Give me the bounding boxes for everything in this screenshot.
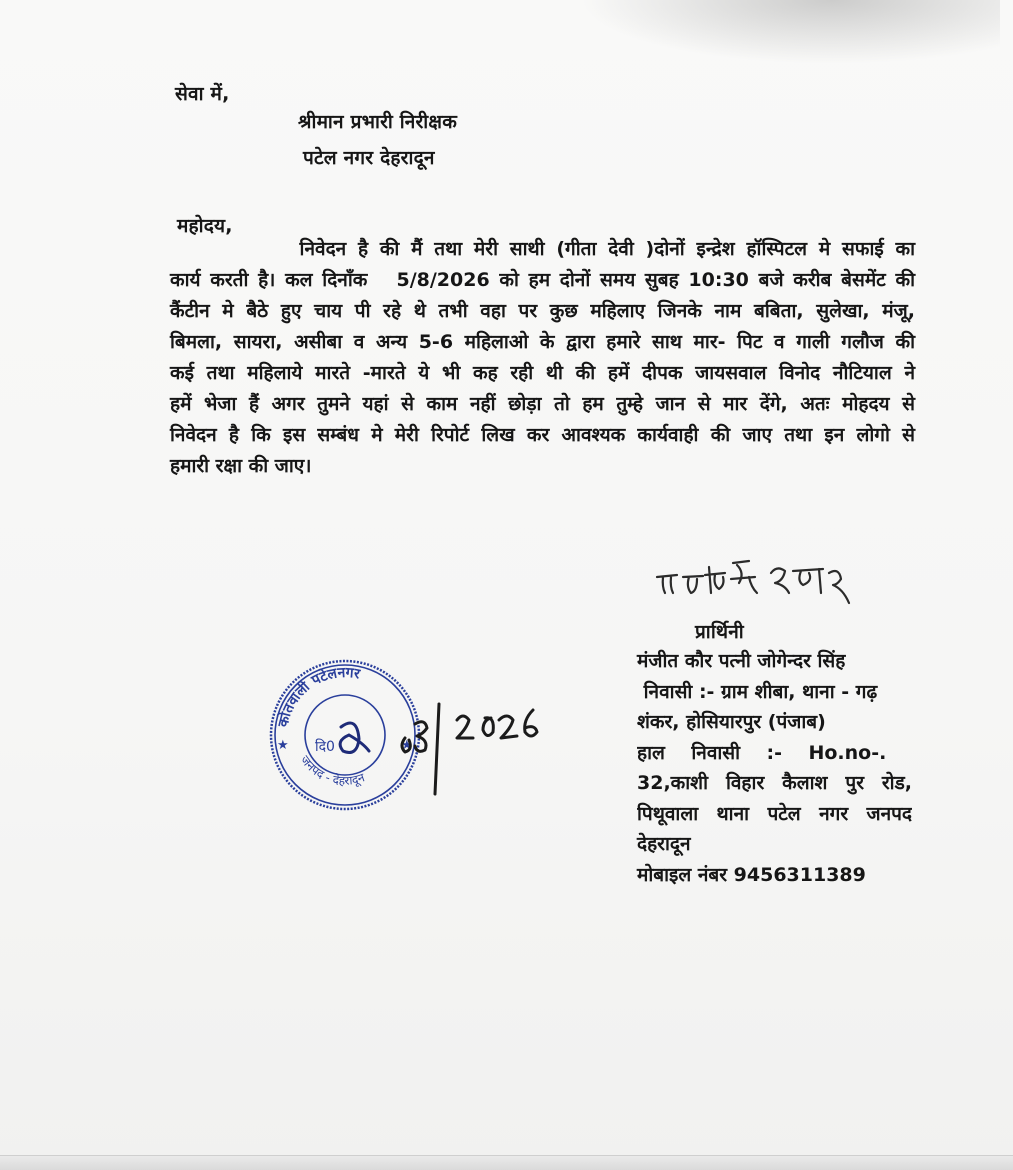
- body-line: कई तथा महिलाये मारते -मारते ये भी कह रही थी की हमें दीपक जायसवाल विनोद नौटियाल ने: [170, 362, 915, 384]
- address-line: मोबाइल नंबर 9456311389: [637, 863, 866, 886]
- body-line: कैंटीन मे बैठे हुए चाय पी रहे थे तभी वहा पर कुछ महिलाए जिनके नाम बबिता, सुलेखा, मंजू,: [170, 300, 915, 322]
- address-line: पिथूवाला थाना पटेल नगर जनपद: [637, 802, 912, 825]
- recipient-line-1: श्रीमान प्रभारी निरीक्षक: [298, 111, 457, 133]
- greeting: महोदय,: [177, 215, 233, 237]
- applicant-address: [637, 646, 912, 890]
- stamp-text-bottom: जनपद - देहरादून: [297, 752, 367, 788]
- handwritten-signature: [653, 555, 853, 611]
- body-line: कार्य करती है। कल दिनाँक 5/8/2026 को हम दोनों समय सुबह 10:30 बजे करीब बेसमेंट की: [170, 269, 915, 291]
- stamp-date-prefix: दि0: [315, 739, 335, 755]
- body-line: निवेदन है की मैं तथा मेरी साथी (गीता देवी )दोनों इन्द्रेश हॉस्पिटल मे सफाई का: [170, 238, 915, 260]
- svg-text:★: ★: [277, 738, 289, 753]
- stamp-initials-mark: [340, 723, 369, 753]
- applicant-label: प्रार्थिनी: [695, 621, 744, 643]
- body-line: हमें भेजा हैं अगर तुमने यहां से काम नहीं छोड़ा तो हम तुम्हे जान से मार देंगे, अतः मोहदय से: [170, 393, 915, 415]
- svg-text:★: ★: [401, 738, 413, 753]
- recipient-line-2: पटेल नगर देहरादून: [303, 147, 435, 169]
- address-line: शंकर, होसियारपुर (पंजाब): [637, 711, 826, 733]
- address-line: 32,काशी विहार कैलाश पुर रोड,: [637, 772, 912, 794]
- salutation: सेवा में,: [175, 83, 230, 105]
- stamp-text-top: कोतवाली पटेलनगर: [275, 664, 362, 729]
- body-line: हमारी रक्षा की जाए।: [170, 455, 312, 477]
- address-line: हाल निवासी :- Ho.no-.: [637, 741, 887, 764]
- address-line: निवासी :- ग्राम शीबा, थाना - गढ़: [637, 680, 878, 703]
- address-line: मंजीत कौर पत्नी जोगेन्दर सिंह: [637, 650, 846, 672]
- body-line: बिमला, सायरा, असीबा व अन्य 5-6 महिलाओ के द्वारा हमारे साथ मार- पिट व गाली गलौज की: [170, 331, 915, 353]
- paper-bottom-edge: [0, 1155, 1013, 1170]
- handwritten-date: [395, 690, 555, 810]
- svg-text:जनपद - देहरादून: [298, 753, 367, 788]
- body-line: निवेदन है कि इस सम्बंध मे मेरी रिपोर्ट लिख कर आवश्यक कार्यवाही की जाए तथा इन लोगो से: [170, 424, 915, 446]
- svg-text:कोतवाली पटेलनगर: [274, 665, 362, 730]
- address-line: देहरादून: [637, 833, 691, 855]
- paper-shadow: [580, 0, 1000, 64]
- letter-body: [170, 234, 915, 482]
